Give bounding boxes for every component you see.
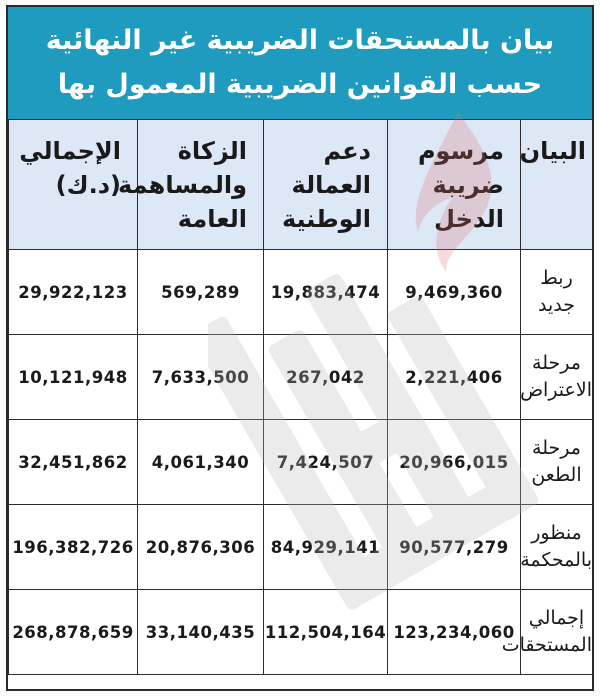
row-label: منظور بالمحكمة xyxy=(521,505,593,590)
column-header-national-labor-support: دعم العمالة الوطنية xyxy=(264,120,388,250)
title-line-2: حسب القوانين الضريبية المعمول بها xyxy=(57,69,543,100)
cell-labor-support: 7,424,507 xyxy=(264,420,388,505)
cell-total: 29,922,123 xyxy=(9,250,138,335)
cell-zakat: 4,061,340 xyxy=(138,420,264,505)
cell-income-tax: 90,577,279 xyxy=(388,505,521,590)
row-label: إجمالي المستحقات xyxy=(521,590,593,675)
table-title xyxy=(8,7,592,121)
cell-zakat: 20,876,306 xyxy=(138,505,264,590)
column-header-zakat-contribution: الزكاة والمساهمة العامة xyxy=(138,120,264,250)
cell-total: 196,382,726 xyxy=(9,505,138,590)
cell-zakat: 7,633,500 xyxy=(138,335,264,420)
table-row-total xyxy=(9,590,593,675)
table-row xyxy=(9,250,593,335)
column-header-total: الإجمالي (د.ك) xyxy=(9,120,138,250)
cell-total: 268,878,659 xyxy=(9,590,138,675)
row-label: مرحلة الاعتراض xyxy=(521,335,593,420)
cell-income-tax: 2,221,406 xyxy=(388,335,521,420)
cell-total: 10,121,948 xyxy=(9,335,138,420)
cell-labor-support: 267,042 xyxy=(264,335,388,420)
header-row xyxy=(9,120,593,250)
cell-income-tax: 123,234,060 xyxy=(388,590,521,675)
tax-dues-table-card xyxy=(6,5,594,691)
cell-zakat: 569,289 xyxy=(138,250,264,335)
cell-income-tax: 9,469,360 xyxy=(388,250,521,335)
row-label: مرحلة الطعن xyxy=(521,420,593,505)
row-label: ربط جديد xyxy=(521,250,593,335)
column-header-statement: البيان xyxy=(521,120,593,250)
cell-total: 32,451,862 xyxy=(9,420,138,505)
column-header-income-tax: مرسوم ضريبة الدخل xyxy=(388,120,521,250)
title-line-1: بيان بالمستحقات الضريبية غير النهائية xyxy=(45,25,555,56)
table-row xyxy=(9,335,593,420)
tax-dues-table xyxy=(8,119,593,675)
cell-labor-support: 112,504,164 xyxy=(264,590,388,675)
cell-income-tax: 20,966,015 xyxy=(388,420,521,505)
table-row xyxy=(9,505,593,590)
cell-labor-support: 19,883,474 xyxy=(264,250,388,335)
cell-labor-support: 84,929,141 xyxy=(264,505,388,590)
table-row xyxy=(9,420,593,505)
cell-zakat: 33,140,435 xyxy=(138,590,264,675)
